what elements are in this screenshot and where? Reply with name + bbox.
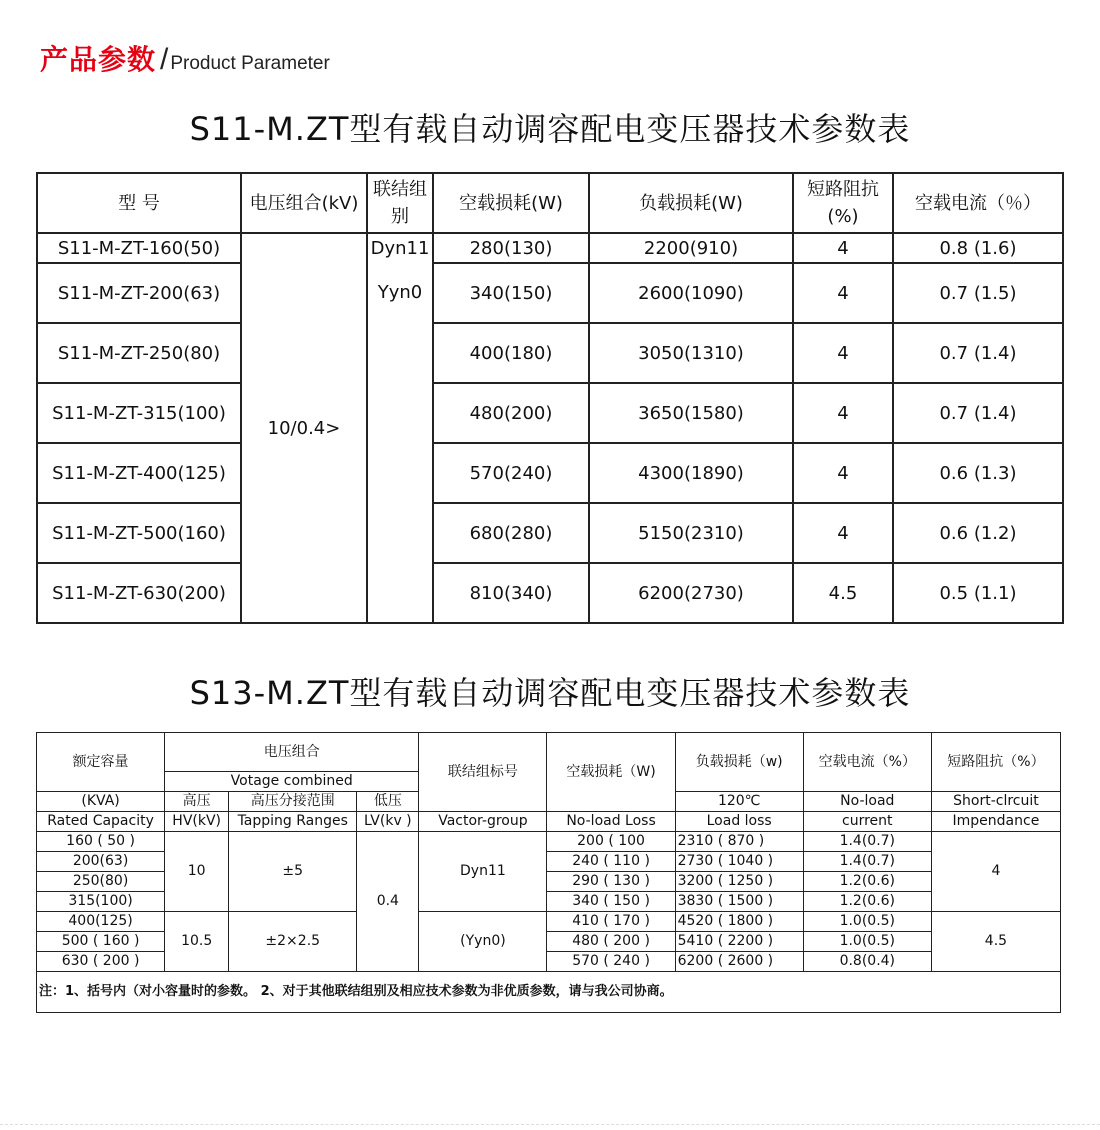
cell-noload-loss: 810(340) — [433, 563, 589, 623]
cell-lv: 0.4 — [357, 832, 419, 972]
header-impedance — [793, 173, 893, 233]
table-row — [37, 563, 1063, 623]
cell-load-loss: 6200(2730) — [589, 563, 793, 623]
cell-noload-current: 0.8(0.4) — [803, 952, 931, 972]
connection-value-2: Yyn0 — [377, 282, 423, 303]
header-voltage-en: Votage combined — [165, 772, 419, 792]
header-model: 型 号 — [37, 173, 241, 233]
cell-load-loss: 5150(2310) — [589, 503, 793, 563]
cell-model: S11-M-ZT-500(160) — [37, 503, 241, 563]
header-noload-loss-en: No-load Loss — [547, 812, 675, 832]
table-row — [37, 443, 1063, 503]
header-impedance-en: Short-clrcuit — [931, 792, 1060, 812]
note-row — [37, 972, 1061, 1013]
header-voltage: 电压组合(kV) — [241, 173, 367, 233]
cell-capacity: 630 ( 200 ) — [37, 952, 165, 972]
cell-hv: 10 — [165, 832, 229, 912]
cell-load-loss: 6200 ( 2600 ) — [675, 952, 803, 972]
header-load-loss-en: Load loss — [675, 812, 803, 832]
cell-impedance: 4 — [793, 443, 893, 503]
cell-noload-loss: 400(180) — [433, 323, 589, 383]
cell-voltage: 10/0.4> — [241, 233, 367, 623]
cell-capacity: 400(125) — [37, 912, 165, 932]
cell-noload-current: 0.6 (1.3) — [893, 443, 1063, 503]
cell-noload-current: 0.7 (1.5) — [893, 263, 1063, 323]
cell-load-loss: 3200 ( 1250 ) — [675, 872, 803, 892]
cell-connection: Dyn11 — [419, 832, 547, 912]
header-connection-line2: 别 — [391, 206, 409, 227]
table-row — [37, 383, 1063, 443]
table-row — [37, 912, 1061, 932]
header-connection-line1: 联结组 — [373, 179, 427, 200]
cell-noload-current: 0.7 (1.4) — [893, 323, 1063, 383]
cell-impedance: 4.5 — [931, 912, 1060, 972]
cell-capacity: 200(63) — [37, 852, 165, 872]
header-current-cn: 空载电流（%） — [803, 733, 931, 792]
cell-load-loss: 3050(1310) — [589, 323, 793, 383]
cell-connection: (Yyn0) — [419, 912, 547, 972]
cell-model: S11-M-ZT-630(200) — [37, 563, 241, 623]
header-noload-loss: 空载损耗(W) — [433, 173, 589, 233]
cell-noload-loss: 340 ( 150 ) — [547, 892, 675, 912]
header-load-loss: 负载损耗(W) — [589, 173, 793, 233]
cell-load-loss: 3650(1580) — [589, 383, 793, 443]
cell-noload-loss: 570(240) — [433, 443, 589, 503]
cell-noload-loss: 480(200) — [433, 383, 589, 443]
table-header-row — [37, 173, 1063, 233]
cell-noload-current: 0.7 (1.4) — [893, 383, 1063, 443]
header-kva: (KVA) — [37, 792, 165, 812]
section-title-en: Product Parameter — [170, 53, 330, 74]
page-divider — [0, 1124, 1100, 1125]
header-hv-cn: 高压 — [165, 792, 229, 812]
cell-load-loss: 2730 ( 1040 ) — [675, 852, 803, 872]
header-tap-cn: 高压分接范围 — [229, 792, 357, 812]
cell-noload-current: 1.0(0.5) — [803, 932, 931, 952]
table2-title: S13-M.ZT型有载自动调容配电变压器技术参数表 — [189, 674, 911, 712]
s13-parameter-table — [36, 732, 1061, 1013]
cell-hv: 10.5 — [165, 912, 229, 972]
cell-model: S11-M-ZT-400(125) — [37, 443, 241, 503]
section-header — [40, 38, 330, 78]
cell-noload-current: 0.6 (1.2) — [893, 503, 1063, 563]
header-lv-en: LV(kv ) — [357, 812, 419, 832]
cell-noload-current: 0.8 (1.6) — [893, 233, 1063, 263]
header-capacity-en: Rated Capacity — [37, 812, 165, 832]
cell-impedance: 4 — [793, 323, 893, 383]
cell-noload-loss: 340(150) — [433, 263, 589, 323]
cell-model: S11-M-ZT-200(63) — [37, 263, 241, 323]
cell-impedance: 4 — [793, 503, 893, 563]
header-tap-en: Tapping Ranges — [229, 812, 357, 832]
header-noload-current-en: No-load — [803, 792, 931, 812]
cell-tapping: ±5 — [229, 832, 357, 912]
connection-value-1: Dyn11 — [370, 238, 430, 259]
header-load-cn: 负载损耗（w) — [675, 733, 803, 792]
cell-impedance: 4.5 — [793, 563, 893, 623]
header-noload-current: 空载电流（％） — [893, 173, 1063, 233]
cell-load-loss: 2310 ( 870 ) — [675, 832, 803, 852]
table-row — [37, 832, 1061, 852]
cell-load-loss: 4300(1890) — [589, 443, 793, 503]
cell-noload-loss: 280(130) — [433, 233, 589, 263]
header-temperature: 120℃ — [675, 792, 803, 812]
cell-noload-loss: 200 ( 100 — [547, 832, 675, 852]
cell-capacity: 315(100) — [37, 892, 165, 912]
cell-noload-loss: 480 ( 200 ) — [547, 932, 675, 952]
cell-model: S11-M-ZT-250(80) — [37, 323, 241, 383]
cell-noload-current: 1.2(0.6) — [803, 892, 931, 912]
cell-noload-loss: 570 ( 240 ) — [547, 952, 675, 972]
cell-noload-current: 1.4(0.7) — [803, 832, 931, 852]
table1-title: S11-M.ZT型有载自动调容配电变压器技术参数表 — [189, 110, 911, 148]
section-title-cn: 产品参数 — [40, 43, 157, 76]
cell-model: S11-M-ZT-160(50) — [37, 233, 241, 263]
cell-noload-current: 0.5 (1.1) — [893, 563, 1063, 623]
cell-load-loss: 5410 ( 2200 ) — [675, 932, 803, 952]
cell-impedance: 4 — [931, 832, 1060, 912]
cell-load-loss: 2200(910) — [589, 233, 793, 263]
cell-noload-current: 1.0(0.5) — [803, 912, 931, 932]
header-hv-en: HV(kV) — [165, 812, 229, 832]
cell-capacity: 160 ( 50 ) — [37, 832, 165, 852]
header-voltage-cn: 电压组合 — [165, 733, 419, 772]
cell-noload-current: 1.2(0.6) — [803, 872, 931, 892]
cell-load-loss: 3830 ( 1500 ) — [675, 892, 803, 912]
header-impedance-line1: 短路阻抗 — [807, 179, 879, 200]
cell-load-loss: 2600(1090) — [589, 263, 793, 323]
header-impedance-en2: Impendance — [931, 812, 1060, 832]
header-noload-cn: 空载损耗（W) — [547, 733, 675, 812]
cell-tapping: ±2×2.5 — [229, 912, 357, 972]
cell-load-loss: 4520 ( 1800 ) — [675, 912, 803, 932]
table-row — [37, 233, 1063, 263]
cell-noload-loss: 240 ( 110 ) — [547, 852, 675, 872]
cell-connection — [367, 233, 433, 623]
header-connection-cn: 联结组标号 — [419, 733, 547, 812]
header-impedance-line2: (%) — [827, 206, 859, 227]
table-row — [37, 503, 1063, 563]
table-header-row — [37, 812, 1061, 832]
cell-model: S11-M-ZT-315(100) — [37, 383, 241, 443]
header-lv-cn: 低压 — [357, 792, 419, 812]
cell-noload-current: 1.4(0.7) — [803, 852, 931, 872]
table-row — [37, 263, 1063, 323]
header-connection — [367, 173, 433, 233]
cell-capacity: 250(80) — [37, 872, 165, 892]
table-note: 注：1、括号内（对小容量时的参数。 2、对于其他联结组别及相应技术参数为非优质参数，请与我公司协商。 — [37, 972, 1061, 1013]
header-impedance-cn: 短路阻抗（%） — [931, 733, 1060, 792]
cell-impedance: 4 — [793, 233, 893, 263]
cell-impedance: 4 — [793, 263, 893, 323]
cell-capacity: 500 ( 160 ) — [37, 932, 165, 952]
table-row — [37, 323, 1063, 383]
cell-noload-loss: 410 ( 170 ) — [547, 912, 675, 932]
header-capacity-cn: 额定容量 — [37, 733, 165, 792]
cell-noload-loss: 680(280) — [433, 503, 589, 563]
header-current-en: current — [803, 812, 931, 832]
section-title-slash: / — [160, 43, 169, 76]
s11-parameter-table — [36, 172, 1064, 624]
cell-impedance: 4 — [793, 383, 893, 443]
header-connection-en: Vactor-group — [419, 812, 547, 832]
cell-noload-loss: 290 ( 130 ) — [547, 872, 675, 892]
